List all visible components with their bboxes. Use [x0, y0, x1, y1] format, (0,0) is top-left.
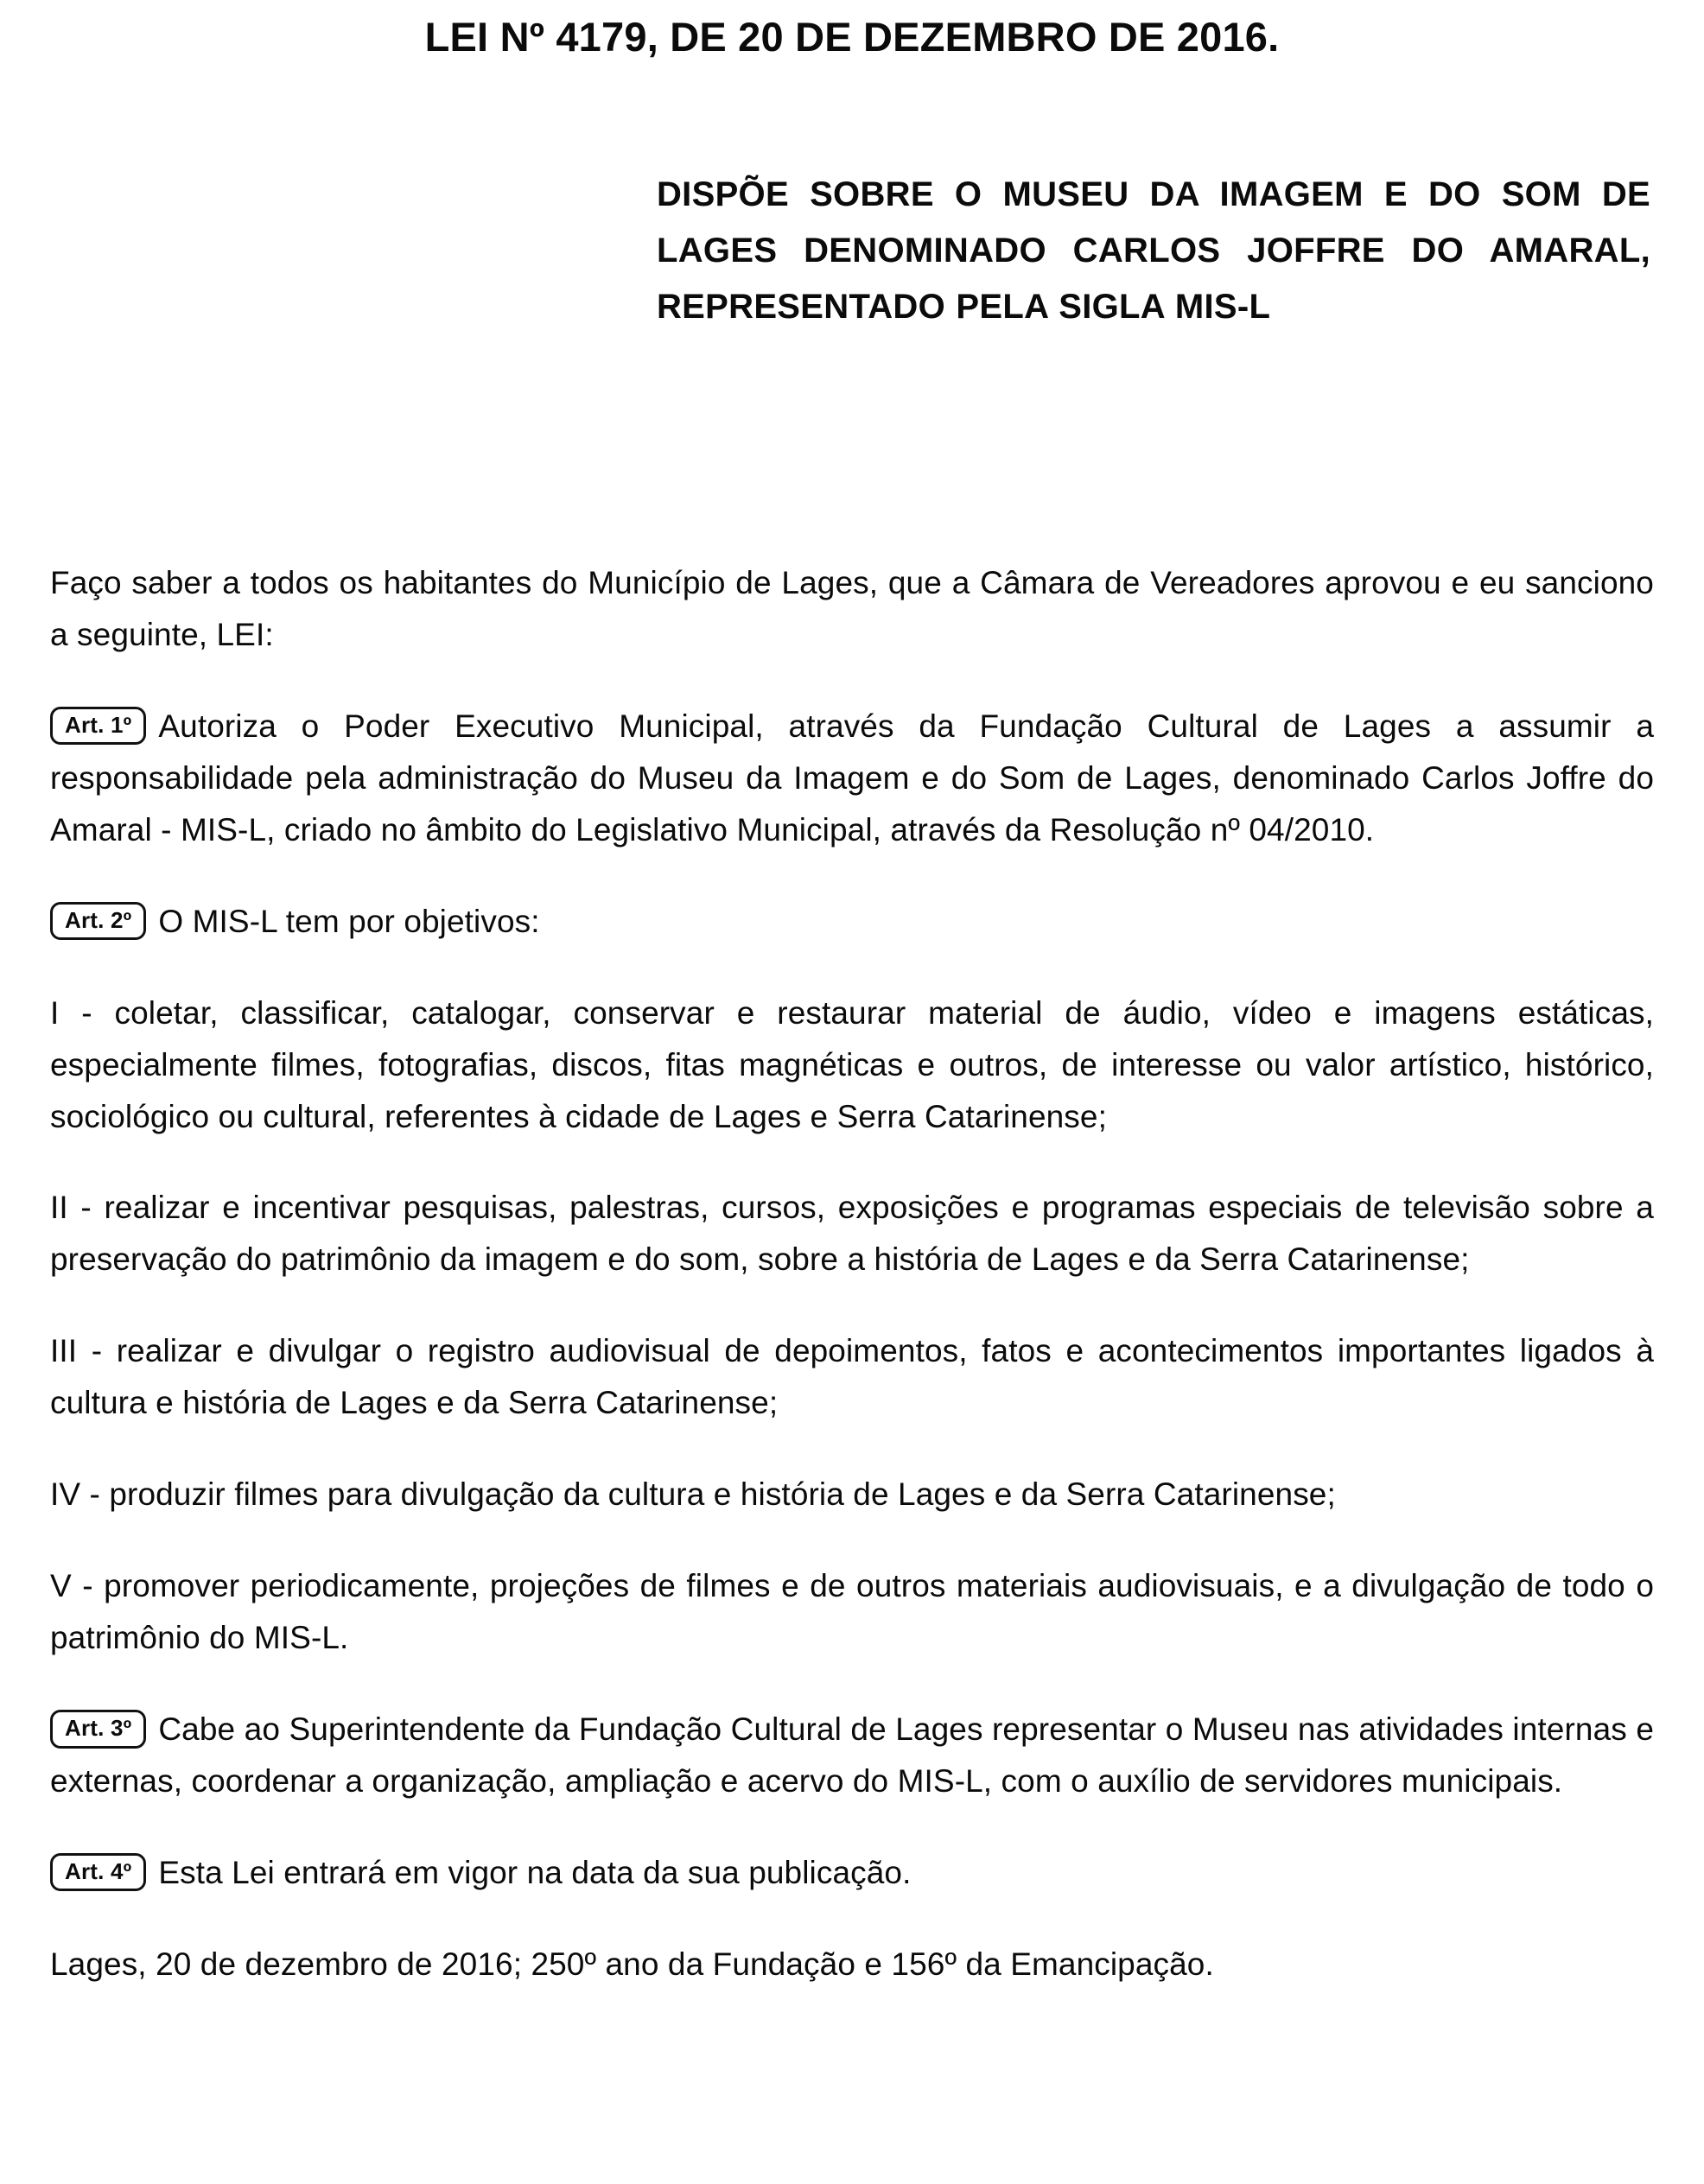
- article-2-text: O MIS-L tem por objetivos:: [158, 903, 540, 939]
- preamble-paragraph: Faço saber a todos os habitantes do Município de Lages, que a Câmara de Vereadores aprovou e eu sanciono a seguinte, LEI:: [50, 565, 1654, 652]
- article-3-text: Cabe ao Superintendente da Fundação Cultural de Lages representar o Museu nas atividades internas e externas, coordenar a organização, ampliação e acervo do MIS-L, com o auxílio de servidores municipais.: [50, 1711, 1654, 1799]
- article-3-tag: Art. 3º: [50, 1710, 146, 1749]
- objective-item-i: I - coletar, classificar, catalogar, conservar e restaurar material de áudio, vídeo e imagens estáticas, especialmente filmes, fotografias, discos, fitas magnéticas e outros, de interesse ou valor artístico, histórico, sociológico ou cultural, referentes à cidade de Lages e Serra Catarinense;: [50, 994, 1654, 1134]
- article-1-paragraph: [50, 701, 1654, 856]
- article-3-paragraph: [50, 1704, 1654, 1807]
- law-summary: DISPÕE SOBRE O MUSEU DA IMAGEM E DO SOM DE LAGES DENOMINADO CARLOS JOFFRE DO AMARAL, REPRESENTADO PELA SIGLA MIS-L: [657, 175, 1650, 326]
- page-title: LEI Nº 4179, DE 20 DE DEZEMBRO DE 2016.: [424, 14, 1280, 60]
- article-4-tag: Art. 4º: [50, 1853, 146, 1892]
- objective-item-v: V - promover periodicamente, projeções de filmes e de outros materiais audiovisuais, e a divulgação de todo o patrimônio do MIS-L.: [50, 1568, 1654, 1656]
- article-2-tag: Art. 2º: [50, 902, 146, 941]
- objective-item-ii: II - realizar e incentivar pesquisas, palestras, cursos, exposições e programas especiais de televisão sobre a preservação do patrimônio da imagem e do som, sobre a história de Lages e da Serra Catarinense;: [50, 1190, 1654, 1278]
- article-4-text: Esta Lei entrará em vigor na data da sua publicação.: [158, 1854, 912, 1890]
- objective-item-iv: IV - produzir filmes para divulgação da cultura e história de Lages e da Serra Catarinense;: [50, 1476, 1336, 1513]
- article-4-paragraph: [50, 1847, 1654, 1899]
- closing-line: Lages, 20 de dezembro de 2016; 250º ano da Fundação e 156º da Emancipação.: [50, 1946, 1214, 1982]
- article-1-text: Autoriza o Poder Executivo Municipal, através da Fundação Cultural de Lages a assumir a responsabilidade pela administração do Museu da Imagem e do Som de Lages, denominado Carlos Joffre do Amaral - MIS-L, criado no âmbito do Legislativo Municipal, através da Resolução nº 04/2010.: [50, 708, 1654, 848]
- article-2-paragraph: [50, 896, 1654, 948]
- objective-item-iii: III - realizar e divulgar o registro audiovisual de depoimentos, fatos e acontecimentos importantes ligados à cultura e história de Lages e da Serra Catarinense;: [50, 1333, 1654, 1421]
- document-body: [50, 557, 1654, 2030]
- article-1-tag: Art. 1º: [50, 707, 146, 746]
